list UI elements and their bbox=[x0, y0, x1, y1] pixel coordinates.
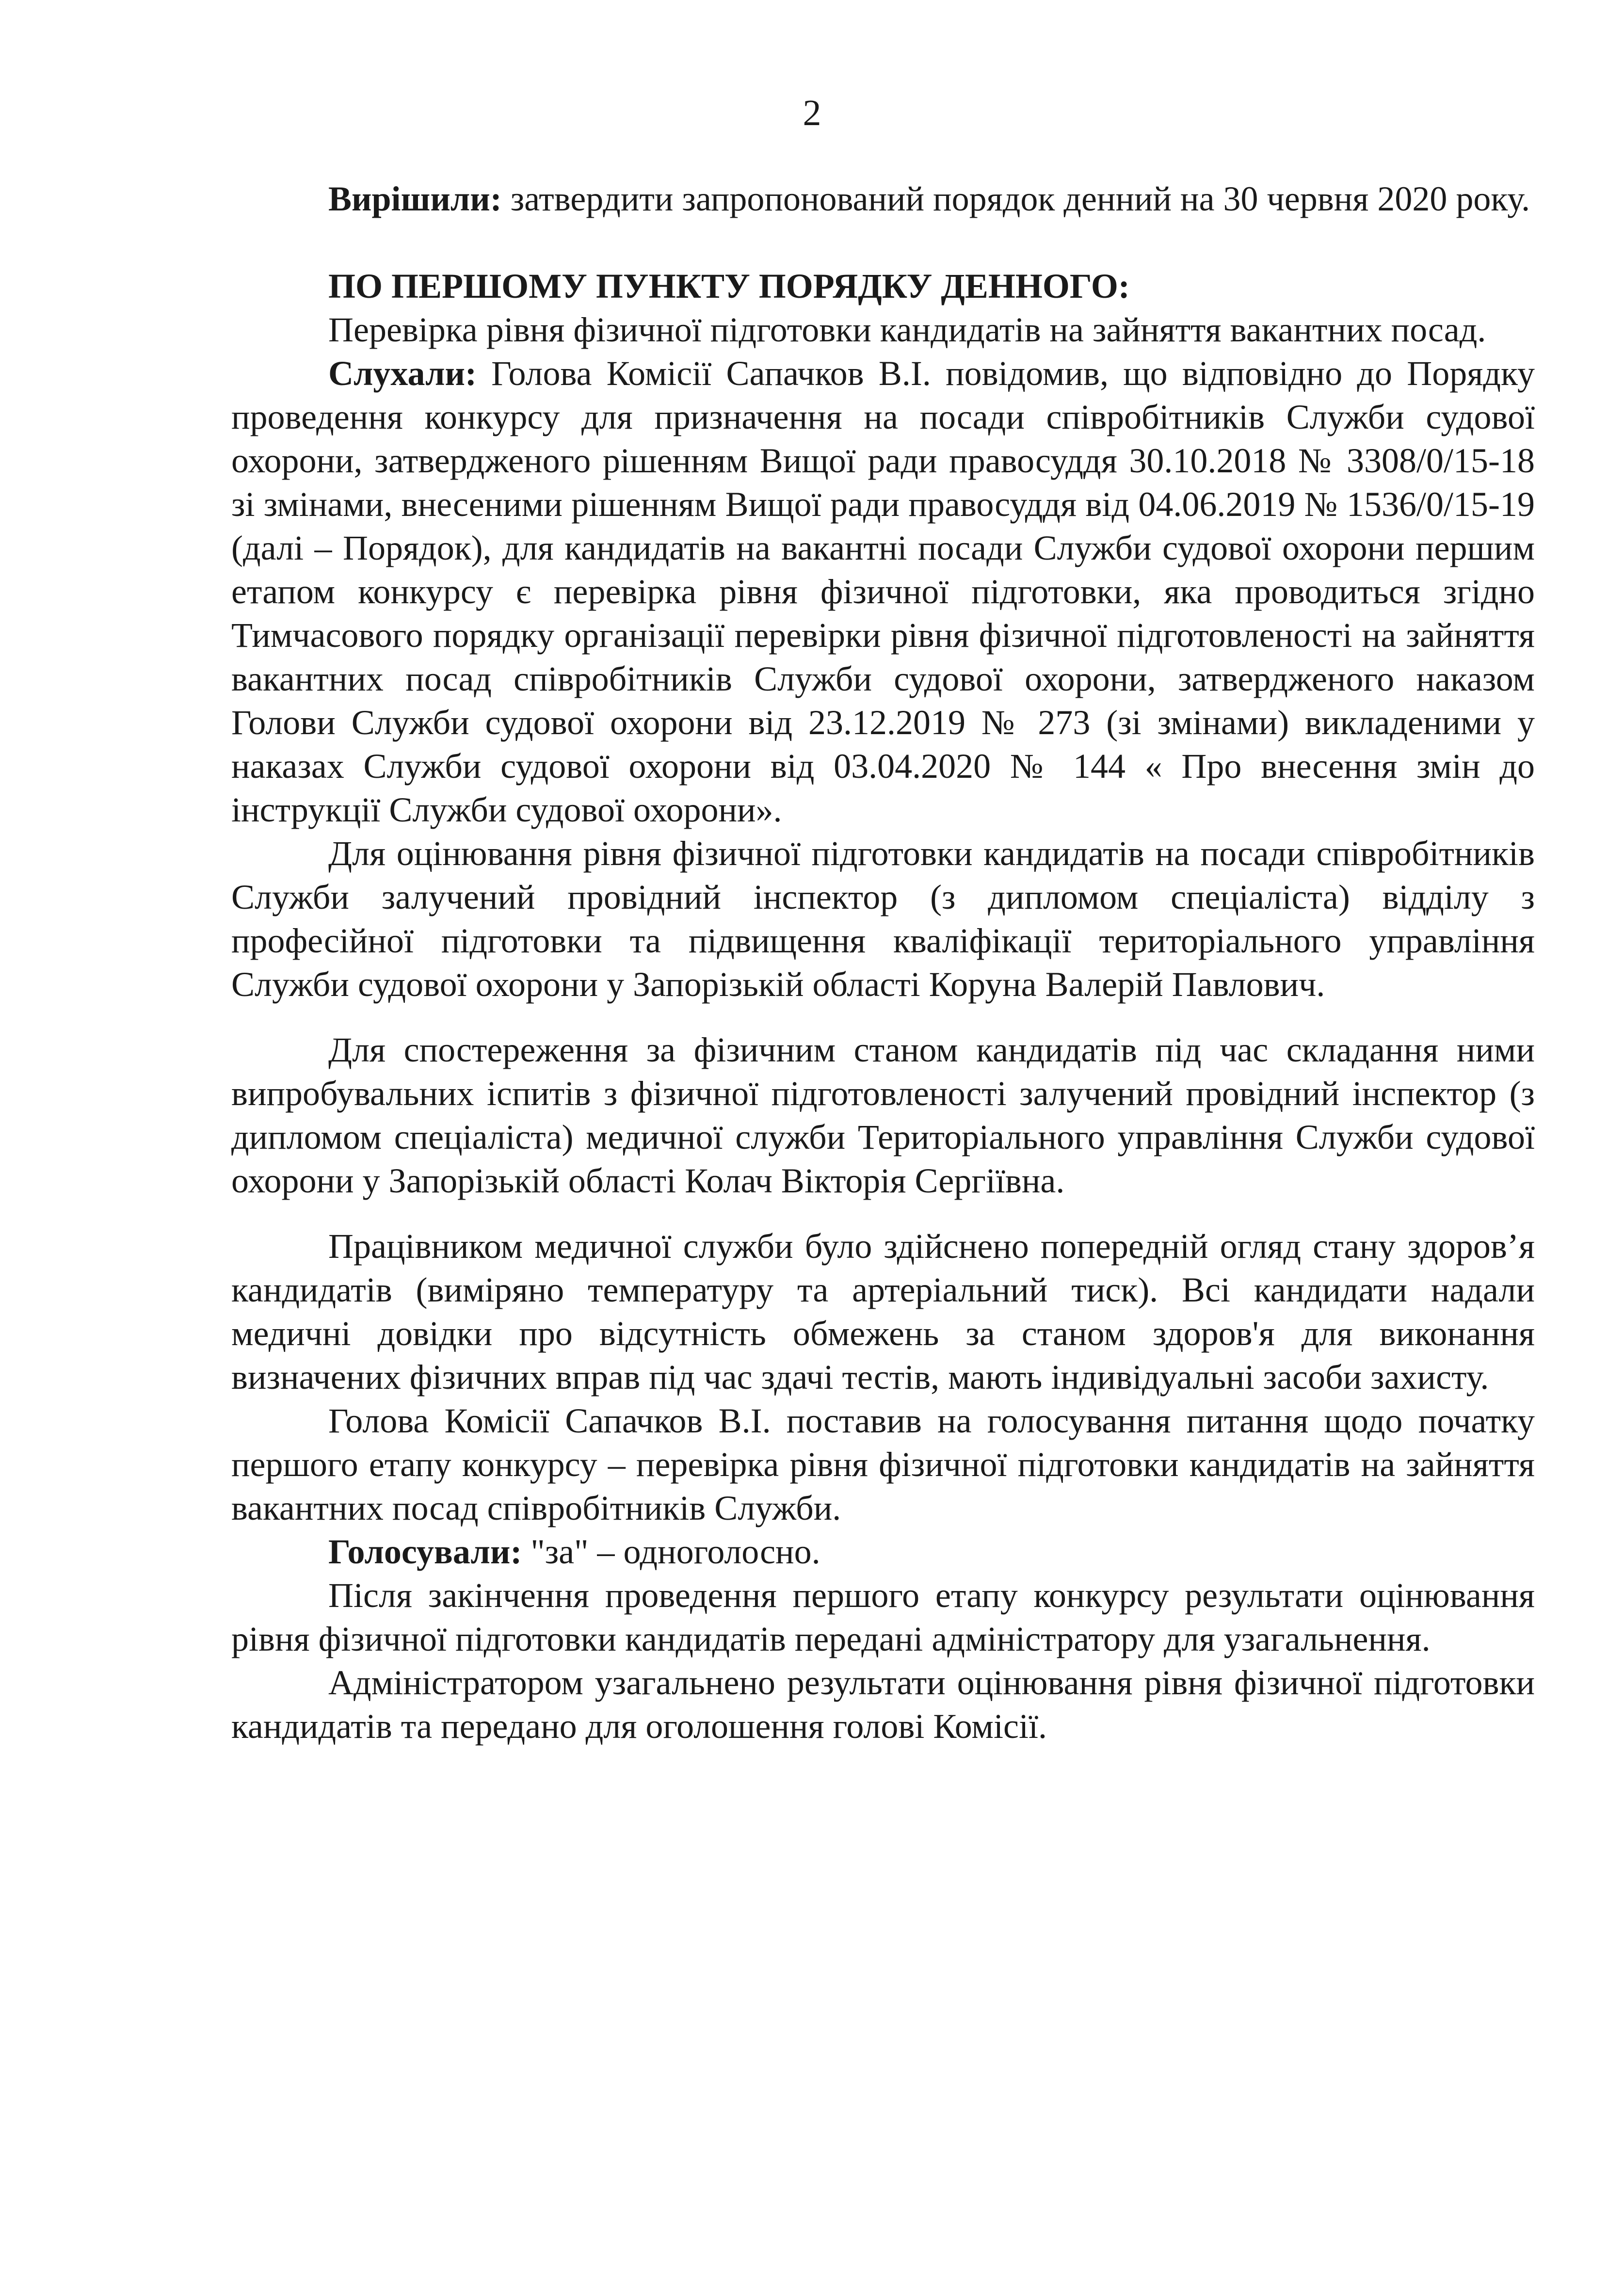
heard-label: Слухали: bbox=[328, 354, 477, 393]
voted-text: "за" – одноголосно. bbox=[522, 1532, 820, 1571]
vote-call-paragraph: Голова Комісії Сапачков В.І. поставив на голосування питання щодо початку першого етапу конкурсу – перевірка рівня фізичної підготовки кандидатів на зайняття вакантних посад співробітників Служби. bbox=[231, 1401, 1535, 1527]
admin-summary-paragraph: Адміністратором узагальнено результати оцінювання рівня фізичної підготовки кандидатів та передано для оголошення голові Комісії. bbox=[231, 1663, 1535, 1746]
decision-label: Вирішили: bbox=[328, 179, 502, 218]
decision-text: затвердити запропонований порядок денний на 30 червня 2020 року. bbox=[501, 179, 1530, 218]
evaluator-paragraph: Для оцінювання рівня фізичної підготовки кандидатів на посади співробітників Служби залучений провідний інспектор (з дипломом спеціаліста) відділу з професійної підготовки та підвищення кваліфікації територіального управління Служби судової охорони у Запорізькій області Коруна Валерій Павлович. bbox=[231, 834, 1535, 1004]
voted-label: Голосували: bbox=[328, 1532, 522, 1571]
decision-paragraph bbox=[231, 177, 1535, 221]
topic-paragraph: Перевірка рівня фізичної підготовки кандидатів на зайняття вакантних посад. bbox=[328, 310, 1486, 349]
document-body bbox=[231, 177, 1535, 1748]
heard-paragraph bbox=[231, 352, 1535, 832]
page-number: 2 bbox=[803, 93, 821, 133]
after-stage-paragraph: Після закінчення проведення першого етапу конкурсу результати оцінювання рівня фізичної підготовки кандидатів передані адміністратору для узагальнення. bbox=[231, 1576, 1535, 1658]
section-heading: ПО ПЕРШОМУ ПУНКТУ ПОРЯДКУ ДЕННОГО: bbox=[328, 267, 1130, 305]
medical-observer-paragraph: Для спостереження за фізичним станом кандидатів під час складання ними випробувальних іспитів з фізичної підготовленості залучений провідний інспектор (з дипломом спеціаліста) медичної служби Територіального управління Служби судової охорони у Запорізькій області Колач Вікторія Сергіївна. bbox=[231, 1030, 1535, 1200]
heard-text: Голова Комісії Сапачков В.І. повідомив, що відповідно до Порядку проведення конкурсу для призначення на посади співробітників Служби судової охорони, затвердженого рішенням Вищої ради правосуддя 30.10.2018 № 3308/0/15-18 зі змінами, внесеними рішенням Вищої ради правосуддя від 04.06.2019 № 1536/0/15-19 (далі – Порядок), для кандидатів на вакантні посади Служби судової охорони першим етапом конкурсу є перевірка рівня фізичної підготовки, яка проводиться згідно Тимчасового порядку організації перевірки рівня фізичної підготовленості на зайняття вакантних посад співробітників Служби судової охорони, затвердженого наказом Голови Служби судової охорони від 23.12.2019 № 273 (зі змінами) викладеними у наказах Служби судової охорони від 03.04.2020 № 144 « Про внесення змін до інструкції Служби судової охорони». bbox=[231, 354, 1535, 829]
voted-paragraph bbox=[231, 1530, 1535, 1574]
medical-check-paragraph: Працівником медичної служби було здійснено попередній огляд стану здоров’я кандидатів (виміряно температуру та артеріальний тиск). Всі кандидати надали медичні довідки про відсутність обмежень за станом здоров'я для виконання визначених фізичних вправ під час здачі тестів, мають індивідуальні засоби захисту. bbox=[231, 1227, 1535, 1397]
